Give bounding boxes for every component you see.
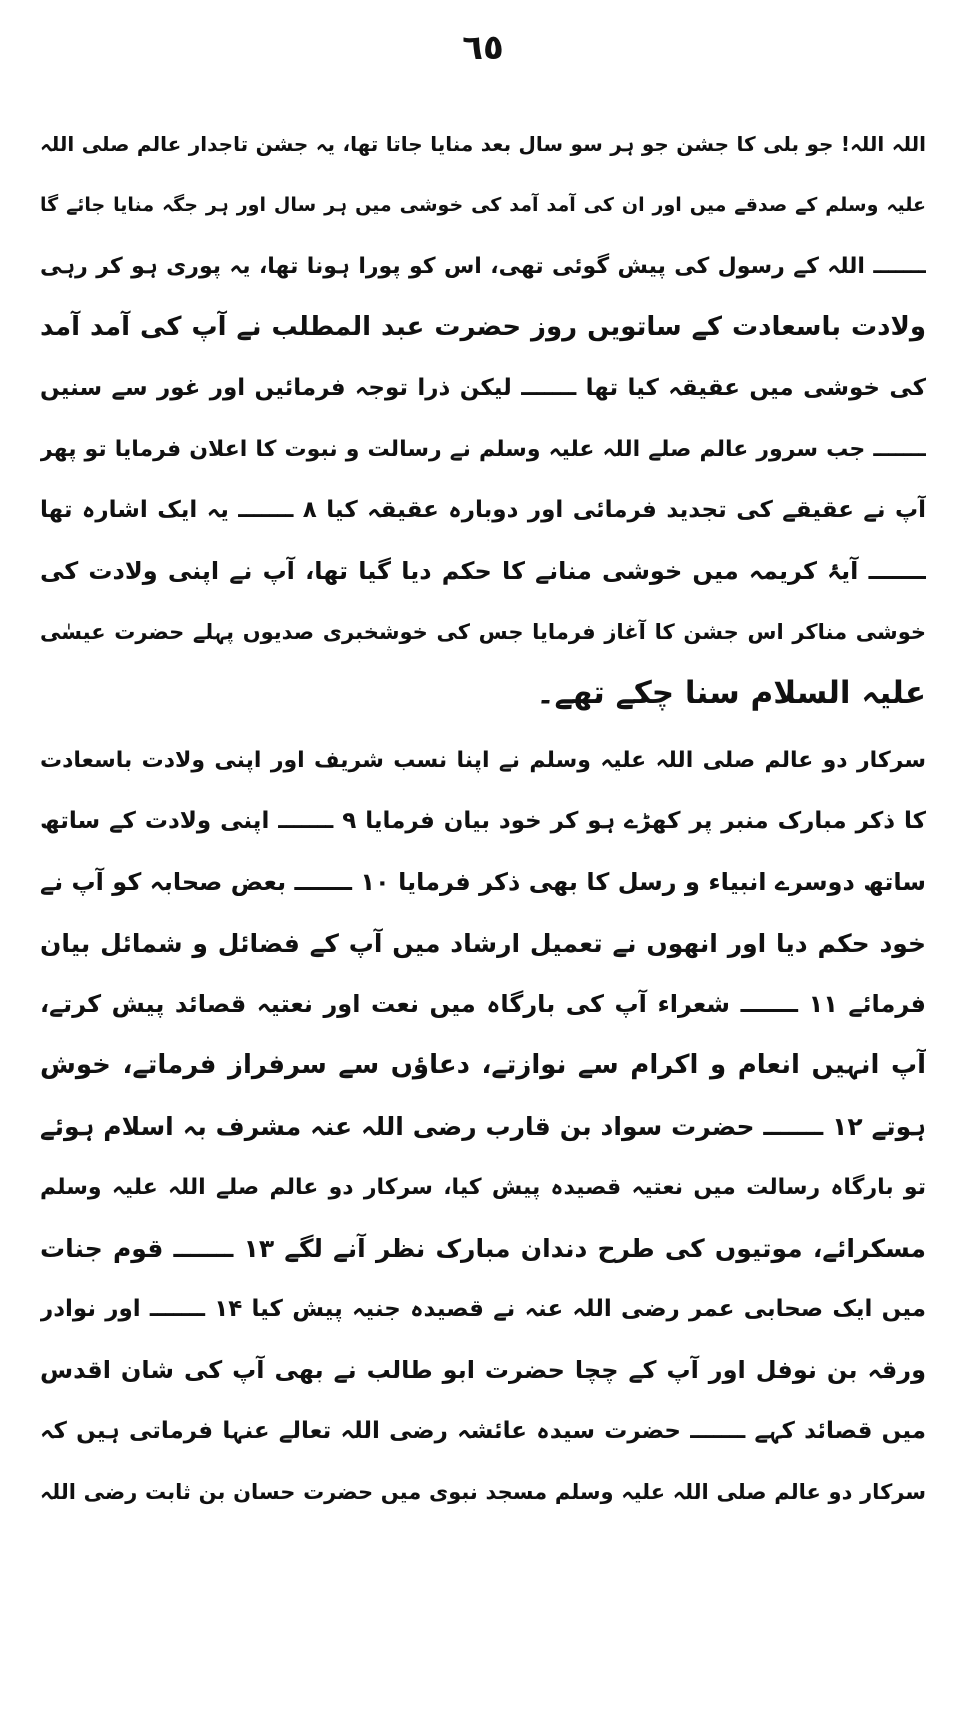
text-line: ورقہ بن نوفل اور آپ کے چچا حضرت ابو طالب نے بھی آپ کی شان اقدس bbox=[40, 1356, 926, 1384]
paragraph-2 bbox=[40, 730, 926, 1523]
page-body bbox=[40, 114, 926, 1523]
text-line: ساتھ دوسرے انبیاء و رسل کا بھی ذکر فرمایا ۱۰ ـــــــ بعض صحابہ کو آپ نے bbox=[40, 868, 926, 896]
text-line: کی خوشی میں عقیقہ کیا تھا ـــــــ لیکن ذرا توجہ فرمائیں اور غور سے سنیں bbox=[40, 375, 926, 401]
text-line: علیہ وسلم کے صدقے میں اور ان کی آمد آمد کی خوشی میں ہر سال اور ہر جگہ منایا جائے گا bbox=[40, 194, 926, 216]
text-line: ـــــــ اللہ کے رسول کی پیش گوئی تھی، اس کو پورا ہونا تھا، یہ پوری ہو کر رہی bbox=[40, 254, 926, 279]
text-line: ولادت باسعادت کے ساتویں روز حضرت عبد المطلب نے آپ کی آمد آمد bbox=[40, 312, 926, 342]
paragraph-1 bbox=[40, 114, 926, 724]
text-line: کا ذکر مبارک منبر پر کھڑے ہو کر خود بیان فرمایا ۹ ـــــــ اپنی ولادت کے ساتھ bbox=[40, 808, 926, 834]
text-line: میں قصائد کہے ـــــــ حضرت سیدہ عائشہ رضی اللہ تعالے عنہا فرماتی ہیں کہ bbox=[40, 1418, 926, 1444]
text-line: خود حکم دیا اور انھوں نے تعمیل ارشاد میں آپ کے فضائل و شمائل بیان bbox=[40, 929, 926, 958]
text-line: آپ انہیں انعام و اکرام سے نوازتے، دعاؤں سے سرفراز فرماتے، خوش bbox=[40, 1050, 926, 1080]
page-number: ٦٥ bbox=[462, 28, 504, 68]
text-line: ـــــــ آیۂ کریمہ میں خوشی منانے کا حکم دیا گیا تھا، آپ نے اپنی ولادت کی bbox=[40, 557, 926, 585]
text-line: علیہ السلام سنا چکے تھے۔ bbox=[536, 675, 926, 711]
text-line: تو بارگاہ رسالت میں نعتیہ قصیدہ پیش کیا، سرکار دو عالم صلے اللہ علیہ وسلم bbox=[40, 1175, 926, 1200]
text-line: آپ نے عقیقے کی تجدید فرمائی اور دوبارہ عقیقہ کیا ۸ ـــــــ یہ ایک اشارہ تھا bbox=[40, 497, 926, 523]
text-line: فرمائے ۱۱ ـــــــ شعراء آپ کی بارگاہ میں نعت اور نعتیہ قصائد پیش کرتے، bbox=[40, 990, 926, 1018]
text-line: خوشی مناکر اس جشن کا آغاز فرمایا جس کی خوشخبری صدیوں پہلے حضرت عیسٰی bbox=[40, 620, 926, 644]
text-line: ہوتے ۱۲ ـــــــ حضرت سواد بن قارب رضی اللہ عنہ مشرف بہ اسلام ہوئے bbox=[40, 1112, 926, 1141]
text-line: سرکار دو عالم صلی اللہ علیہ وسلم مسجد نبوی میں حضرت حسان بن ثابت رضی اللہ bbox=[40, 1480, 926, 1504]
text-line: اللہ اللہ! جو بلی کا جشن جو ہر سو سال بعد منایا جاتا تھا، یہ جشن تاجدار عالم صلی اللہ bbox=[40, 132, 926, 156]
text-line: ـــــــ جب سرور عالم صلے اللہ علیہ وسلم نے رسالت و نبوت کا اعلان فرمایا تو پھر bbox=[40, 437, 926, 462]
text-line: مسکرائے، موتیوں کی طرح دندان مبارک نظر آنے لگے ۱۳ ـــــــ قوم جنات bbox=[40, 1234, 926, 1263]
text-line: میں ایک صحابی عمر رضی اللہ عنہ نے قصیدہ جنیہ پیش کیا ۱۴ ـــــــ اور نوادر bbox=[40, 1296, 926, 1322]
text-line: سرکار دو عالم صلی اللہ علیہ وسلم نے اپنا نسب شریف اور اپنی ولادت باسعادت bbox=[40, 748, 926, 773]
